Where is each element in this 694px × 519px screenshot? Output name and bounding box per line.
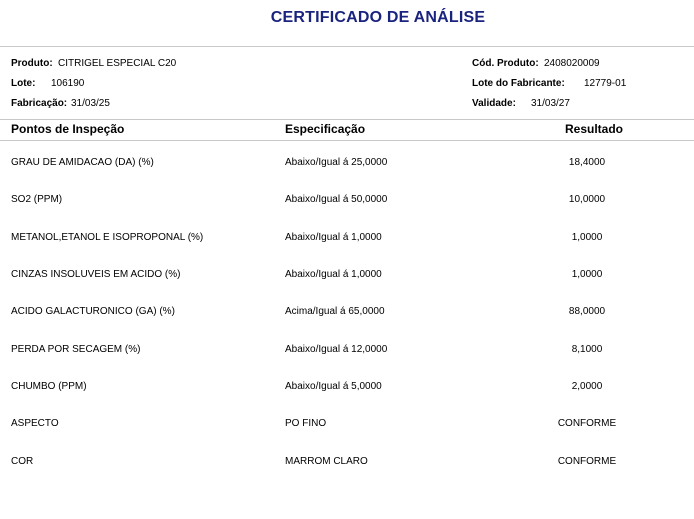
inspection-point: PERDA POR SECAGEM (%) bbox=[11, 344, 141, 355]
maker-lot-value: 12779-01 bbox=[584, 78, 627, 89]
product-label: Produto: bbox=[11, 58, 53, 69]
product-value: CITRIGEL ESPECIAL C20 bbox=[58, 58, 177, 69]
column-header-point: Pontos de Inspeção bbox=[11, 122, 125, 136]
result: 1,0000 bbox=[571, 232, 603, 243]
inspection-point: CHUMBO (PPM) bbox=[11, 381, 87, 392]
specification: MARROM CLARO bbox=[285, 456, 368, 467]
specification: Acima/Igual á 65,0000 bbox=[285, 306, 385, 317]
table-row bbox=[0, 194, 694, 208]
inspection-point: ASPECTO bbox=[11, 418, 59, 429]
result: CONFORME bbox=[557, 456, 617, 467]
product-code-label: Cód. Produto: bbox=[472, 58, 539, 69]
validity-label: Validade: bbox=[472, 98, 516, 109]
specification: PO FINO bbox=[285, 418, 327, 429]
specification: Abaixo/Igual á 5,0000 bbox=[285, 381, 382, 392]
table-row bbox=[0, 306, 694, 320]
product-code-value: 2408020009 bbox=[544, 58, 600, 69]
lot-label: Lote: bbox=[11, 78, 36, 89]
inspection-point: METANOL,ETANOL E ISOPROPONAL (%) bbox=[11, 232, 204, 243]
table-row bbox=[0, 157, 694, 171]
lot-value: 106190 bbox=[51, 78, 85, 89]
column-header-result: Resultado bbox=[565, 122, 624, 136]
specification: Abaixo/Igual á 25,0000 bbox=[285, 157, 388, 168]
column-header-spec: Especificação bbox=[285, 122, 366, 136]
table-row bbox=[0, 456, 694, 470]
document-title: CERTIFICADO DE ANÁLISE bbox=[270, 9, 486, 26]
specification: Abaixo/Igual á 50,0000 bbox=[285, 194, 388, 205]
inspection-point: CINZAS INSOLUVEIS EM ACIDO (%) bbox=[11, 269, 181, 280]
result: 18,4000 bbox=[568, 157, 606, 168]
result: 1,0000 bbox=[571, 269, 603, 280]
result: 2,0000 bbox=[571, 381, 603, 392]
inspection-point: GRAU DE AMIDACAO (DA) (%) bbox=[11, 157, 154, 168]
specification: Abaixo/Igual á 1,0000 bbox=[285, 269, 382, 280]
maker-lot-label: Lote do Fabricante: bbox=[472, 78, 565, 89]
result: 10,0000 bbox=[568, 194, 606, 205]
table-row bbox=[0, 232, 694, 246]
result: CONFORME bbox=[557, 418, 617, 429]
inspection-point: SO2 (PPM) bbox=[11, 194, 63, 205]
specification: Abaixo/Igual á 12,0000 bbox=[285, 344, 388, 355]
result: 8,1000 bbox=[571, 344, 603, 355]
table-row bbox=[0, 418, 694, 432]
specification: Abaixo/Igual á 1,0000 bbox=[285, 232, 382, 243]
manufacture-label: Fabricação: bbox=[11, 98, 68, 109]
validity-value: 31/03/27 bbox=[531, 98, 570, 109]
table-header-divider-top bbox=[0, 119, 694, 120]
inspection-point: ACIDO GALACTURONICO (GA) (%) bbox=[11, 306, 175, 317]
table-row bbox=[0, 344, 694, 358]
manufacture-value: 31/03/25 bbox=[71, 98, 110, 109]
table-row bbox=[0, 381, 694, 395]
table-row bbox=[0, 269, 694, 283]
result: 88,0000 bbox=[568, 306, 606, 317]
header-divider-top bbox=[0, 46, 694, 47]
table-header-divider-bottom bbox=[0, 140, 694, 141]
inspection-point: COR bbox=[11, 456, 34, 467]
